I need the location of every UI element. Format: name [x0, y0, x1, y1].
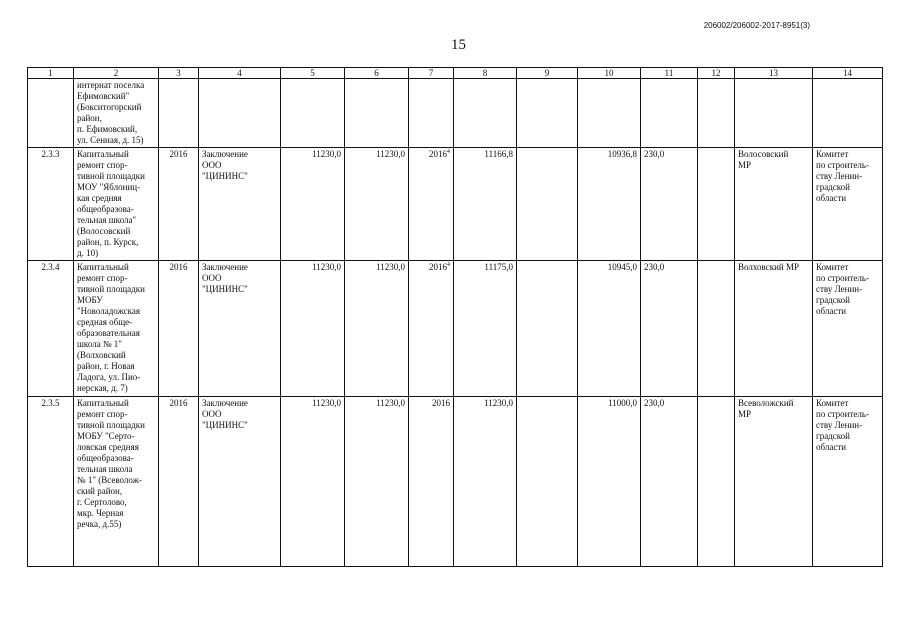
column-number: 7: [409, 68, 454, 79]
column-number: 6: [345, 68, 409, 79]
value-col7: [409, 261, 454, 397]
footnote-mark: 4: [447, 149, 450, 155]
object-name: Капитальный ремонт спор- тивной площадки МОУ "Яблониц- кая средняя общеобразова- тельная школа" (Волосовский район, п. Курск, д. 10): [74, 148, 159, 261]
column-number: 14: [813, 68, 883, 79]
column-number: 8: [454, 68, 517, 79]
col7-year: 2016: [429, 149, 447, 159]
responsible-body: Комитет по строитель- ству Ленин- градской области: [813, 148, 883, 261]
district: Волосовский МР: [735, 148, 813, 261]
value-col7: [409, 397, 454, 567]
district: Всеволожский МР: [735, 397, 813, 567]
value-col6: 11230,0: [345, 148, 409, 261]
column-number: 12: [698, 68, 735, 79]
column-number: 13: [735, 68, 813, 79]
table-row: [28, 397, 883, 567]
basis: Заключение ООО "ЦИНИНС": [199, 148, 281, 261]
responsible-body: Комитет по строитель- ству Ленин- градской области: [813, 261, 883, 397]
value-col8: 11175,0: [454, 261, 517, 397]
value-col11: 230,0: [641, 397, 698, 567]
value-col6: 11230,0: [345, 397, 409, 567]
value-col5: 11230,0: [281, 397, 345, 567]
value-col8: 11166,8: [454, 148, 517, 261]
value-col10: 10945,0: [578, 261, 641, 397]
column-number: 3: [159, 68, 199, 79]
responsible-body: Комитет по строитель- ству Ленин- градской области: [813, 397, 883, 567]
year: 2016: [159, 397, 199, 567]
value-col7: [409, 148, 454, 261]
value-col5: 11230,0: [281, 261, 345, 397]
object-name: Капитальный ремонт спор- тивной площадки МОБУ "Серто- ловская средняя общеобразова- тельная школа № 1" (Всеволож- ский район, г. Сертолово, мкр. Черная речка, д.55): [74, 397, 159, 567]
page-number: 15: [451, 37, 466, 53]
table-row: [28, 261, 883, 397]
program-table: [27, 67, 883, 567]
col7-year: 2016: [432, 398, 450, 408]
value-col12: [698, 148, 735, 261]
column-number: 2: [74, 68, 159, 79]
basis: Заключение ООО "ЦИНИНС": [199, 397, 281, 567]
table-row: [28, 148, 883, 261]
object-name: Капитальный ремонт спор- тивной площадки МОБУ "Новоладожская средная обще- образовательная школа № 1" (Волховский район, г. Новая Ладога, ул. Пио- нерская, д. 7): [74, 261, 159, 397]
value-col8: 11230,0: [454, 397, 517, 567]
column-number: 4: [199, 68, 281, 79]
value-col11: 230,0: [641, 261, 698, 397]
row-number: 2.3.4: [28, 261, 74, 397]
object-name: интернат поселка Ефимовский" (Бокситогорский район, п. Ефимовский, ул. Сенная, д. 15): [74, 79, 159, 148]
year: 2016: [159, 261, 199, 397]
footnote-mark: 4: [447, 262, 450, 268]
value-col5: 11230,0: [281, 148, 345, 261]
column-number: 9: [517, 68, 578, 79]
table-row-continuation: [28, 79, 883, 148]
row-number: 2.3.3: [28, 148, 74, 261]
col7-year: 2016: [429, 262, 447, 272]
value-col10: 11000,0: [578, 397, 641, 567]
value-col9: [517, 261, 578, 397]
column-number: 5: [281, 68, 345, 79]
value-col11: 230,0: [641, 148, 698, 261]
column-number-row: [28, 68, 883, 79]
column-number: 11: [641, 68, 698, 79]
value-col9: [517, 397, 578, 567]
row-number: 2.3.5: [28, 397, 74, 567]
value-col10: 10936,8: [578, 148, 641, 261]
column-number: 10: [578, 68, 641, 79]
document-id: 206002/206002-2017-8951(3): [703, 21, 810, 30]
value-col9: [517, 148, 578, 261]
column-number: 1: [28, 68, 74, 79]
basis: Заключение ООО "ЦИНИНС": [199, 261, 281, 397]
year: 2016: [159, 148, 199, 261]
value-col12: [698, 397, 735, 567]
district: Волховский МР: [735, 261, 813, 397]
value-col12: [698, 261, 735, 397]
value-col6: 11230,0: [345, 261, 409, 397]
